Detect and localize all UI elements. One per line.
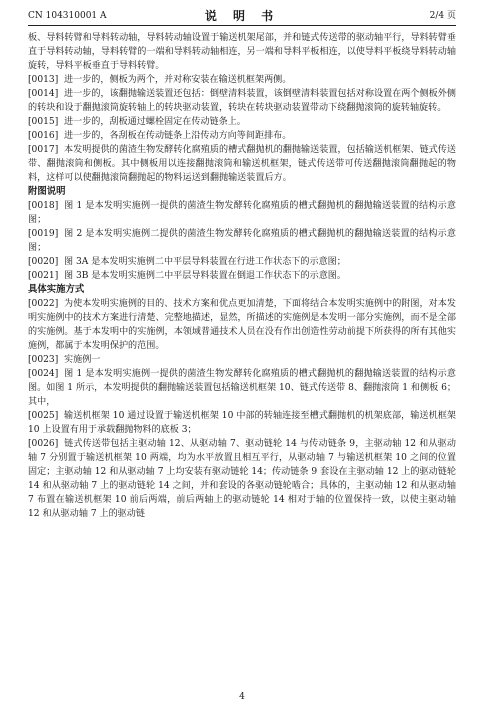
section-heading-figures: 附图说明	[28, 186, 66, 197]
paragraph-0015	[28, 115, 456, 129]
paragraph-number: [0020]	[28, 257, 59, 267]
paragraph-text: 图 1 是本发明实施例一提供的菌渣生物发酵转化腐殖质的槽式翻抛机的翻抛输送装置的结构示意图；	[28, 201, 456, 225]
paragraph-number: [0022]	[28, 299, 59, 309]
paragraph-0016	[28, 129, 456, 143]
paragraph-0013	[28, 73, 456, 87]
paragraph-text: 图 1 是本发明实施例一提供的菌渣生物发酵转化腐殖质的槽式翻抛机的翻抛输送装置的结构示意图。如图 1 所示，本发明提供的翻抛输送装置包括输送机框架 10、链式传送带 8、翻抛滚筒 1 和侧板 6；其中，	[28, 369, 456, 407]
paragraph-text: 实施例一	[64, 355, 101, 365]
paragraph-0019	[28, 227, 456, 255]
paragraph-continued: 板、导料转臂和导料转动轴，导料转动轴设置于输送机架尾部，并和链式传送带的驱动轴平行，导料转臂垂直于导料转动轴，导料转臂的一端和导料转动轴相连，另一端和导料平板相连，以使导料平板绕导料转动轴旋转，导料平板垂直于导料转臂。	[28, 33, 456, 71]
paragraph-0018	[28, 199, 456, 227]
section-heading-embodiments: 具体实施方式	[28, 284, 85, 295]
paragraph-number: [0013]	[28, 75, 59, 85]
paragraph-text: 进一步的，刮板通过螺栓固定在传动链条上。	[64, 117, 246, 127]
paragraph-text: 本发明提供的菌渣生物发酵转化腐殖质的槽式翻抛机的翻抛输送装置，包括输送机框架、链式传送带、翻抛滚筒和侧板。其中侧板用以连接翻抛滚筒和输送机框架，链式传送带可传送翻抛滚筒翻抛起的物料，这样可以使翻抛滚筒翻抛起的物料运送到翻抛输送装置后方。	[28, 145, 456, 183]
paragraph-0017	[28, 143, 456, 185]
paragraph-text: 图 2 是本发明实施例二提供的菌渣生物发酵转化腐殖质的槽式翻抛机的翻抛输送装置的结构示意图；	[28, 229, 456, 253]
paragraph-number: [0019]	[28, 229, 59, 239]
paragraph-text: 进一步的，侧板为两个，并对称安装在输送机框架两侧。	[64, 75, 292, 85]
paragraph-text: 输送机框架 10 通过设置于输送机框架 10 中部的转轴连接至槽式翻抛机的机架底部，输送机框架 10 上设置有用于承载翻抛物料的底板 3；	[28, 411, 456, 435]
paragraph-0021	[28, 269, 456, 283]
paragraph-0023	[28, 353, 456, 367]
page-header	[28, 7, 456, 26]
paragraph-number: [0015]	[28, 117, 59, 127]
paragraph-text: 为使本发明实施例的目的、技术方案和优点更加清楚，下面将结合本发明实施例中的附图，对本发明实施例中的技术方案进行清楚、完整地描述，显然，所描述的实施例是本发明一部分实施例，而不是全部的实施例。基于本发明中的实施例，本领域普通技术人员在没有作出创造性劳动前提下所获得的所有其他实施例，都属于本发明保护的范围。	[28, 299, 456, 351]
paragraph-number: [0018]	[28, 201, 59, 211]
paragraph-0025	[28, 409, 456, 437]
paragraph-text: 链式传送带包括主驱动轴 12、从驱动轴 7、驱动链轮 14 与传动链条 9，主驱动轴 12 和从驱动轴 7 分别置于输送机框架 10 两端，均为水平放置且相互平行，从驱动轴 7 与输送机框架 10 之间的位置固定；主驱动轴 12 和从驱动轴 7 上均安装有驱动链轮 14；传动链条 9 套设在主驱动轴 12 上的驱动链轮 14 和从驱动轴 7 上的驱动链轮 14 之间，并和套设的各驱动链轮啮合；具体的，主驱动轴 12 和从驱动轴 7 布置在输送机框架 10 前后两端，前后两轴上的驱动链轮 14 相对于轴的位置保持一致，以使主驱动轴 12 和从驱动轴 7 上的驱动链	[28, 439, 456, 519]
paragraph-number: [0025]	[28, 411, 59, 421]
paragraph-text: 进一步的，该翻抛输送装置还包括：倒壁清料装置，该倒壁清料装置包括对称设置在两个侧板外侧的转块和设于翻抛滚筒旋转轴上的转块驱动装置，转块在转块驱动装置带动下绕翻抛滚筒的旋转轴旋转。	[28, 89, 456, 113]
paragraph-0026	[28, 437, 456, 521]
paragraph-0014	[28, 87, 456, 115]
paragraph-number: [0021]	[28, 271, 59, 281]
paragraph-text: 进一步的，各刮板在传动链条上沿传动方向等间距排布。	[64, 131, 292, 141]
document-title: 说 明 书	[204, 9, 280, 23]
paragraph-0020	[28, 255, 456, 269]
page-indicator: 2/4 页	[429, 11, 456, 21]
paragraph-0024	[28, 367, 456, 409]
paragraph-number: [0016]	[28, 131, 59, 141]
page-number: 4	[239, 692, 245, 702]
paragraph-0022	[28, 297, 456, 353]
document-body	[28, 31, 456, 521]
paragraph-number: [0017]	[28, 145, 59, 155]
paragraph-number: [0014]	[28, 89, 59, 99]
page-footer	[0, 692, 484, 702]
paragraph-number: [0024]	[28, 369, 59, 379]
publication-number: CN 104310001 A	[28, 11, 107, 21]
paragraph-number: [0026]	[28, 439, 59, 449]
paragraph-number: [0023]	[28, 355, 59, 365]
paragraph-text: 图 3A 是本发明实施例二中平层导料装置在行进工作状态下的示意图；	[64, 257, 346, 267]
paragraph-text: 图 3B 是本发明实施例二中平层导料装置在倒退工作状态下的示意图。	[64, 271, 346, 281]
